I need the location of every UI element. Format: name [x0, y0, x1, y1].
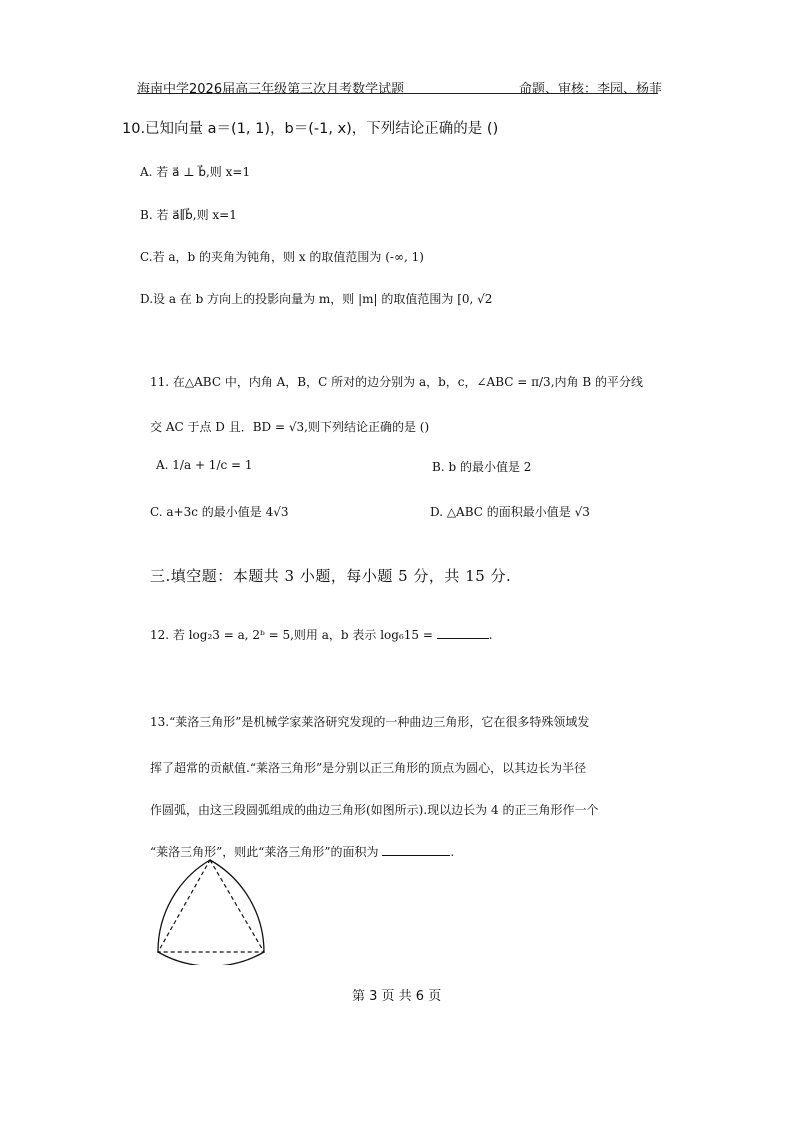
inner-equilateral-triangle — [158, 860, 264, 952]
header-rule — [137, 93, 658, 94]
section-heading: 三.填空题：本题共 3 小题，每小题 5 分，共 15 分. — [150, 567, 512, 585]
q10-option-c: C.若 a，b 的夹角为钝角，则 x 的取值范围为 (-∞, 1) — [140, 250, 424, 264]
q13-line3: 作圆弧，由这三段圆弧组成的曲边三角形(如图所示).现以边长为 4 的正三角形作一个 — [150, 803, 599, 817]
q13-end: . — [450, 845, 455, 859]
q10-stem: 10.已知向量 a＝(1, 1)，b＝(-1, x)，下列结论正确的是 () — [122, 121, 499, 137]
q11-option-a: A. 1/a + 1/c = 1 — [156, 458, 253, 472]
reuleaux-triangle-figure — [150, 855, 278, 965]
q13-line2: 挥了超常的贡献值.“莱洛三角形”是分别以正三角形的顶点为圆心，以其边长为半径 — [150, 761, 587, 775]
exam-authors: 命题、审核：李园、杨菲 — [519, 82, 663, 97]
q11-option-b: B. b 的最小值是 2 — [432, 460, 532, 474]
q11-option-c: C. a+3c 的最小值是 4√3 — [150, 505, 289, 519]
reuleaux-arcs — [158, 860, 264, 965]
q12-text: 12. 若 log₂3 = a, 2ᵇ = 5,则用 a，b 表示 log₆15 = — [150, 628, 433, 642]
q10-option-a: A. 若 a⃗ ⊥ b⃗,则 x=1 — [140, 165, 251, 179]
q13-line1: 13.“莱洛三角形”是机械学家莱洛研究发现的一种曲边三角形，它在很多特殊领域发 — [150, 715, 590, 729]
q13-line4: “莱洛三角形”，则此“莱洛三角形”的面积为 — [150, 845, 379, 859]
q13-answer-blank[interactable] — [382, 843, 450, 856]
page-number: 第 3 页 共 6 页 — [352, 989, 442, 1004]
q10-option-d: D.设 a 在 b 方向上的投影向量为 m，则 |m| 的取值范围为 [0, √2 — [140, 292, 493, 306]
q10-option-b: B. 若 a⃗∥b⃗,则 x=1 — [140, 208, 237, 222]
q12-end: . — [488, 628, 493, 642]
exam-title: 海南中学2026届高三年级第三次月考数学试题 — [137, 82, 405, 97]
q11-stem-line1: 11. 在△ABC 中，内角 A，B，C 所对的边分别为 a，b，c，∠ABC = π/3,内角 B 的平分线 — [150, 375, 643, 389]
q11-stem-line2: 交 AC 于点 D 且．BD = √3,则下列结论正确的是 () — [150, 420, 430, 434]
q11-option-d: D. △ABC 的面积最小值是 √3 — [430, 505, 590, 519]
q12-answer-blank[interactable] — [437, 626, 489, 639]
q12-question — [150, 626, 493, 643]
